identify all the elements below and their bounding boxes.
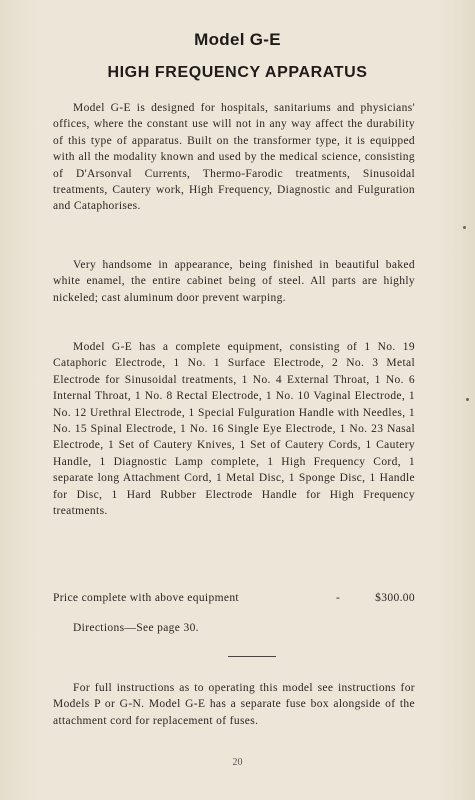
page-number: 20 (232, 757, 243, 768)
intro-paragraph: Model G-E is designed for hospitals, sanitariums and physicians' offices, where the constant use will not in any way affect the durability of this type of apparatus. Built on the transformer type, it is equipped with all the modality known and used by the medical science, consisting of D'Arsonval Currents, Thermo-Farodic treatments, Sinusoidal treatments, Cautery work, High Frequency, Diagnostic and Fulguration and Cataphorises. (53, 102, 415, 213)
paper-speck (466, 398, 469, 401)
section-divider (228, 656, 276, 657)
price-value: $300.00 (375, 592, 415, 604)
appearance-paragraph: Very handsome in appearance, being finished in beautiful baked white enamel, the entire cabinet being of steel. All parts are highly nickeled; cast aluminum door prevent warping. (53, 259, 415, 304)
instructions-paragraph: For full instructions as to operating this model see instructions for Models P or G-N. Model G-E has a separate fuse box alongside of the attachment cord for replacement of fuses. (53, 682, 415, 727)
directions-reference: Directions—See page 30. (73, 622, 199, 634)
price-leader: - (336, 592, 341, 604)
price-label: Price complete with above equipment (53, 592, 239, 604)
model-heading: Model G-E (194, 30, 281, 49)
paper-speck (463, 226, 466, 229)
equipment-paragraph: Model G-E has a complete equipment, consisting of 1 No. 19 Cataphoric Electrode, 1 No. 1 Surface Electrode, 2 No. 3 Metal Electrode for Sinusoidal treatments, 1 No. 4 External Throat, 1 No. 6 Internal Throat, 1 No. 8 Rectal Electrode, 1 No. 10 Vaginal Electrode, 1 No. 12 Urethral Electrode, 1 Special Fulguration Handle with Needles, 1 No. 15 Spinal Electrode, 1 No. 16 Single Eye Electrode, 1 No. 23 Nasal Electrode, 1 Set of Cautery Knives, 1 Set of Cautery Cords, 1 Cautery Handle, 1 Diagnostic Lamp complete, 1 High Frequency Cord, 1 separate long Attachment Cord, 1 Metal Disc, 1 Sponge Disc, 1 Handle for Disc, 1 Hard Rubber Electrode Handle for High Frequency treatments. (53, 341, 415, 518)
page-title: HIGH FREQUENCY APPARATUS (107, 64, 368, 81)
